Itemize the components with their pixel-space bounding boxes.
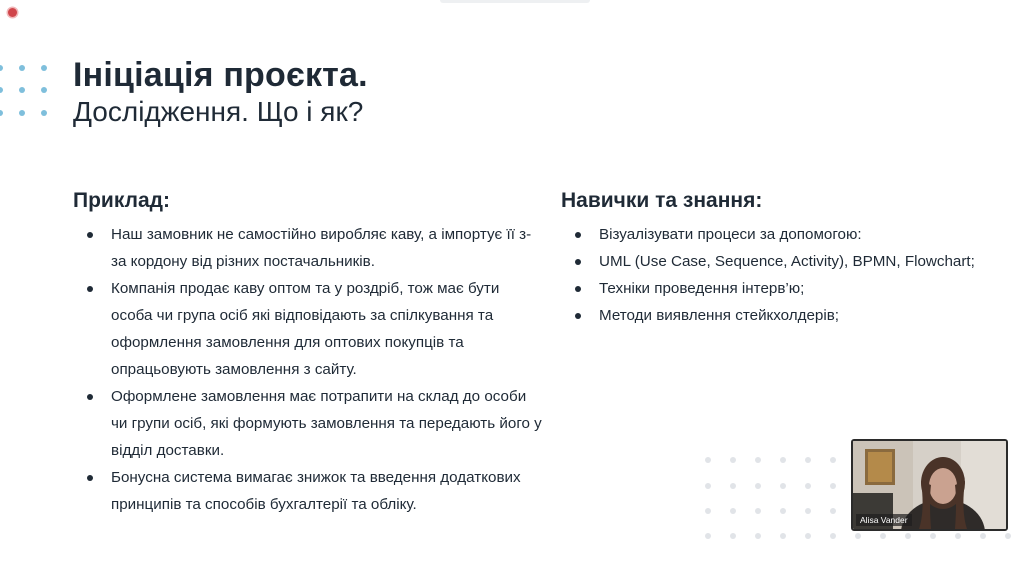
participant-video-tile[interactable]: [851, 439, 1008, 531]
list-item: Візуалізувати процеси за допомогою:: [572, 221, 992, 248]
slide-title: Ініціація проєкта.: [73, 56, 368, 94]
example-list: [84, 221, 544, 518]
skills-list: [572, 221, 992, 329]
participant-name: Alisa Vander: [856, 514, 912, 526]
list-item: Техніки проведення інтерв’ю;: [572, 275, 992, 302]
example-heading: Приклад:: [73, 189, 170, 212]
decorative-dot-grid-blue: [0, 0, 60, 130]
list-item: Наш замовник не самостійно виробляє каву, а імпортує її з-за кордону від різних постачальників.: [84, 221, 544, 275]
list-item: UML (Use Case, Sequence, Activity), BPMN, Flowchart;: [572, 248, 992, 275]
list-item: Бонусна система вимагає знижок та введення додаткових принципів та способів бухгалтерії та обліку.: [84, 464, 544, 518]
list-item: Методи виявлення стейкхолдерів;: [572, 302, 992, 329]
list-item: Компанія продає каву оптом та у роздріб, тож має бути особа чи група осіб які відповідають за спілкування та оформлення замовлення для оптових покупців та опрацьовують замовлення з сайту.: [84, 275, 544, 383]
skills-heading: Навички та знання:: [561, 189, 763, 212]
slide-subtitle: Дослідження. Що і як?: [73, 96, 364, 127]
list-item: Оформлене замовлення має потрапити на склад до особи чи групи осіб, які формують замовлення та передають його у відділ доставки.: [84, 383, 544, 464]
top-handle: [440, 0, 590, 3]
